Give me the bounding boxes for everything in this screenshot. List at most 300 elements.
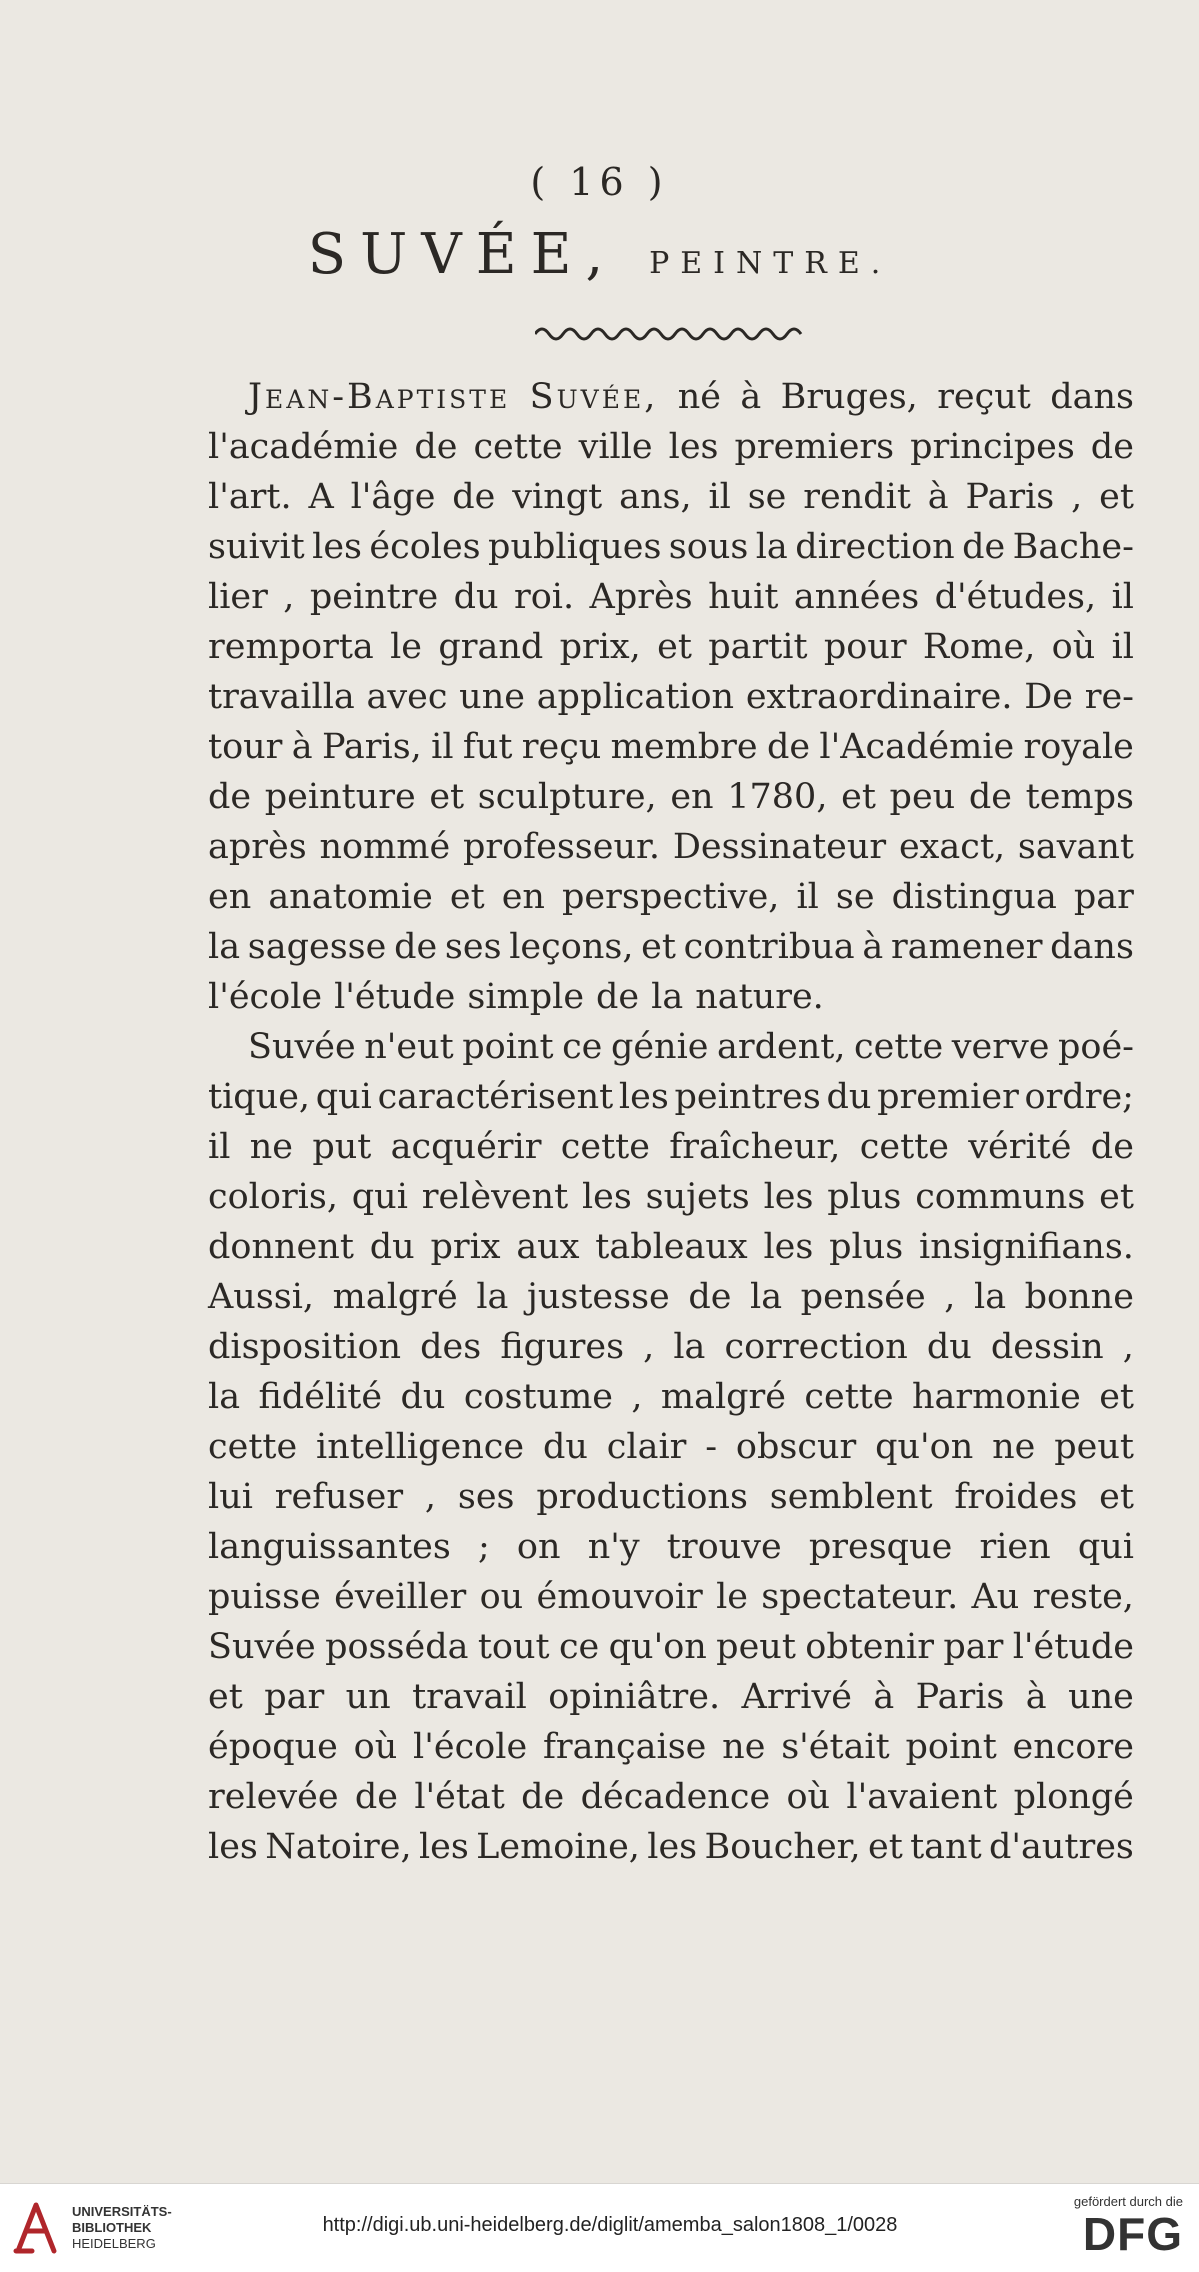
word: obtenir bbox=[805, 1627, 934, 1667]
word: direction bbox=[795, 527, 955, 567]
word: peut bbox=[716, 1627, 796, 1667]
word: ville bbox=[578, 427, 653, 467]
word: nommé bbox=[319, 827, 451, 867]
word: plus bbox=[829, 1227, 904, 1267]
word: application bbox=[536, 677, 735, 717]
word: relèvent bbox=[421, 1177, 569, 1217]
text-line bbox=[208, 1022, 1134, 1072]
word: de bbox=[521, 1777, 565, 1817]
word: publiques bbox=[488, 527, 662, 567]
word: la bbox=[673, 1327, 706, 1367]
word: disposition bbox=[208, 1327, 402, 1367]
word: plus bbox=[827, 1177, 902, 1217]
word: semblent bbox=[769, 1477, 933, 1517]
word: principes bbox=[910, 427, 1075, 467]
word: à bbox=[1025, 1677, 1047, 1717]
word: lui bbox=[208, 1477, 253, 1517]
word: opiniâtre. bbox=[548, 1677, 721, 1717]
text-line bbox=[208, 522, 1134, 572]
text-line bbox=[208, 1122, 1134, 1172]
word: ramener bbox=[890, 927, 1043, 967]
word: pour bbox=[823, 627, 907, 667]
text-line bbox=[208, 1472, 1134, 1522]
word: costume bbox=[463, 1377, 613, 1417]
word: du bbox=[926, 1327, 972, 1367]
word: qui bbox=[351, 1177, 408, 1217]
ornament-divider bbox=[535, 322, 805, 346]
text-line bbox=[208, 672, 1134, 722]
word: Boucher, bbox=[704, 1827, 861, 1867]
word: dans bbox=[1050, 377, 1134, 417]
word: posséda bbox=[325, 1627, 469, 1667]
word: des bbox=[420, 1327, 482, 1367]
word: sagesse bbox=[247, 927, 387, 967]
word: Arrivé bbox=[741, 1677, 852, 1717]
word: et bbox=[657, 627, 692, 667]
word: suivit bbox=[208, 527, 305, 567]
word: ne bbox=[249, 1127, 293, 1167]
text-line bbox=[208, 1672, 1134, 1722]
text-line bbox=[208, 972, 1134, 1022]
word: cette bbox=[473, 427, 563, 467]
word: à bbox=[862, 927, 884, 967]
word: peintres bbox=[674, 1077, 821, 1117]
page-number: ( 16 ) bbox=[530, 160, 669, 204]
word: une bbox=[1068, 1677, 1134, 1717]
sponsor-caption: gefördert durch die bbox=[1073, 2194, 1183, 2209]
text-line bbox=[208, 1772, 1134, 1822]
word: il bbox=[796, 877, 819, 917]
word: , bbox=[643, 1327, 655, 1367]
word: de bbox=[414, 427, 458, 467]
text-line bbox=[208, 472, 1134, 522]
word: se bbox=[835, 877, 875, 917]
word: contribua bbox=[683, 927, 855, 967]
word: en bbox=[208, 877, 252, 917]
library-logo-text bbox=[72, 2204, 172, 2252]
word: distingua bbox=[891, 877, 1057, 917]
word: française bbox=[542, 1727, 707, 1767]
word: les bbox=[418, 1827, 469, 1867]
word: il bbox=[1111, 627, 1134, 667]
word: les bbox=[208, 1827, 258, 1867]
word: tant bbox=[910, 1827, 982, 1867]
word: il bbox=[708, 477, 731, 517]
word: Au bbox=[971, 1577, 1020, 1617]
word: de bbox=[394, 927, 438, 967]
word: ce bbox=[562, 1027, 603, 1067]
word: professeur. bbox=[462, 827, 661, 867]
word: en bbox=[670, 777, 714, 817]
word: par bbox=[1073, 877, 1134, 917]
word: et bbox=[841, 777, 876, 817]
text-line bbox=[208, 1172, 1134, 1222]
text-line bbox=[208, 822, 1134, 872]
word: et bbox=[1099, 1477, 1134, 1517]
text-line bbox=[208, 1072, 1134, 1122]
word: dessin bbox=[990, 1327, 1104, 1367]
word: l'académie bbox=[208, 427, 399, 467]
word: il bbox=[1111, 577, 1134, 617]
word: ses bbox=[444, 927, 502, 967]
word: de bbox=[968, 777, 1012, 817]
word: Paris bbox=[965, 477, 1055, 517]
text-line bbox=[208, 1822, 1134, 1872]
word: la bbox=[208, 927, 241, 967]
word: dans bbox=[1050, 927, 1134, 967]
word: n'y bbox=[587, 1527, 640, 1567]
word: de bbox=[354, 1777, 398, 1817]
word: acquérir bbox=[390, 1127, 542, 1167]
word: reçut bbox=[937, 377, 1031, 417]
logo-line-1: UNIVERSITÄTS- bbox=[72, 2204, 172, 2219]
word: époque bbox=[208, 1727, 338, 1767]
word: ardent, bbox=[717, 1027, 846, 1067]
word: à bbox=[291, 727, 313, 767]
word: d'études, bbox=[934, 577, 1097, 617]
word: Suvée, bbox=[529, 377, 659, 417]
word: re- bbox=[1084, 677, 1134, 717]
word: ce bbox=[558, 1627, 600, 1667]
word: malgré bbox=[332, 1277, 458, 1317]
word: né bbox=[677, 377, 721, 417]
footer-bar bbox=[0, 2183, 1199, 2272]
text-line bbox=[208, 1622, 1134, 1672]
word: qui bbox=[315, 1077, 372, 1117]
word: la bbox=[974, 1277, 1007, 1317]
word: remporta bbox=[208, 627, 374, 667]
dfg-sponsor[interactable] bbox=[1023, 2194, 1183, 2259]
word: du bbox=[400, 1377, 446, 1417]
title-sub: PEINTRE. bbox=[649, 246, 892, 281]
word: sous bbox=[668, 527, 749, 567]
word: par bbox=[943, 1627, 1004, 1667]
text-line bbox=[208, 622, 1134, 672]
word: Suvée bbox=[248, 1027, 356, 1067]
word: donnent bbox=[208, 1227, 354, 1267]
word: Paris bbox=[915, 1677, 1005, 1717]
word: avec bbox=[366, 677, 448, 717]
word: ne bbox=[722, 1727, 766, 1767]
word: où bbox=[353, 1727, 398, 1767]
word: et bbox=[641, 927, 676, 967]
word: génie bbox=[610, 1027, 709, 1067]
text-line bbox=[208, 372, 1134, 422]
word: temps bbox=[1025, 777, 1134, 817]
word: refuser bbox=[274, 1477, 404, 1517]
word: l'école bbox=[208, 977, 323, 1017]
word: de bbox=[1090, 1127, 1134, 1167]
word: pensée bbox=[800, 1277, 926, 1317]
logo-line-3: HEIDELBERG bbox=[72, 2236, 156, 2251]
word: Jean-Baptiste bbox=[248, 377, 511, 417]
word: du bbox=[542, 1427, 588, 1467]
word: communs bbox=[915, 1177, 1086, 1217]
word: la bbox=[476, 1277, 509, 1317]
word: les bbox=[763, 1177, 814, 1217]
page-title bbox=[0, 222, 1199, 287]
word: après bbox=[208, 827, 307, 867]
word: qu'on bbox=[608, 1627, 707, 1667]
word: Natoire, bbox=[265, 1827, 412, 1867]
word: fraîcheur, bbox=[669, 1127, 841, 1167]
word: à bbox=[873, 1677, 895, 1717]
source-url-link[interactable]: http://digi.ub.uni-heidelberg.de/diglit/amemba_salon1808_1/0028 bbox=[322, 2214, 898, 2236]
word: la bbox=[208, 1377, 241, 1417]
word: anatomie bbox=[268, 877, 433, 917]
word: cette bbox=[804, 1377, 894, 1417]
word: Aussi, bbox=[208, 1277, 315, 1317]
word: le bbox=[390, 627, 423, 667]
text-line bbox=[208, 1322, 1134, 1372]
word: émouvoir bbox=[536, 1577, 703, 1617]
word: et bbox=[429, 777, 465, 817]
word: membre bbox=[610, 727, 758, 767]
text-line bbox=[208, 1272, 1134, 1322]
word: de bbox=[766, 727, 811, 767]
word: la bbox=[651, 977, 684, 1017]
text-line bbox=[208, 422, 1134, 472]
word: malgré bbox=[660, 1377, 787, 1417]
word: décadence bbox=[580, 1777, 771, 1817]
word: l'avaient bbox=[846, 1777, 998, 1817]
word: du bbox=[369, 1227, 415, 1267]
university-library-logo[interactable] bbox=[12, 2198, 212, 2258]
word: , bbox=[283, 577, 295, 617]
word: d'autres bbox=[988, 1827, 1134, 1867]
word: premiers bbox=[734, 427, 895, 467]
word: Suvée bbox=[208, 1627, 316, 1667]
word: lier bbox=[208, 577, 268, 617]
word: qui bbox=[1077, 1527, 1134, 1567]
word: fut bbox=[462, 727, 513, 767]
word: l'école bbox=[413, 1727, 528, 1767]
word: point bbox=[462, 1027, 554, 1067]
word: Bache- bbox=[1012, 527, 1134, 567]
word: Bruges, bbox=[780, 377, 918, 417]
word: tour bbox=[208, 727, 283, 767]
word: extraordinaire. bbox=[745, 677, 1013, 717]
word: cette bbox=[208, 1427, 298, 1467]
word: cette bbox=[560, 1127, 650, 1167]
word: exact, bbox=[898, 827, 1006, 867]
word: - bbox=[705, 1427, 718, 1467]
text-line bbox=[208, 1522, 1134, 1572]
word: prix bbox=[430, 1227, 501, 1267]
text-line bbox=[208, 722, 1134, 772]
word: A bbox=[308, 477, 334, 517]
word: grand bbox=[438, 627, 544, 667]
word: les bbox=[312, 527, 362, 567]
word: écoles bbox=[369, 527, 481, 567]
word: puisse bbox=[208, 1577, 321, 1617]
word: à bbox=[740, 377, 762, 417]
word: travailla bbox=[208, 677, 355, 717]
word: point bbox=[905, 1727, 997, 1767]
word: correction bbox=[724, 1327, 908, 1367]
word: productions bbox=[536, 1477, 748, 1517]
word: les bbox=[581, 1177, 632, 1217]
word: clair bbox=[606, 1427, 687, 1467]
word: cette bbox=[854, 1027, 944, 1067]
word: huit bbox=[708, 577, 779, 617]
word: il bbox=[208, 1127, 231, 1167]
word: la bbox=[755, 527, 788, 567]
word: presque bbox=[808, 1527, 953, 1567]
word: aux bbox=[516, 1227, 580, 1267]
word: la bbox=[750, 1277, 783, 1317]
word: froides bbox=[954, 1477, 1078, 1517]
word: où bbox=[786, 1777, 831, 1817]
word: , bbox=[1071, 477, 1083, 517]
text-line bbox=[208, 572, 1134, 622]
word: le bbox=[716, 1577, 748, 1617]
word: l'âge bbox=[350, 477, 436, 517]
title-main: SUVÉE, bbox=[307, 222, 618, 287]
word: plongé bbox=[1013, 1777, 1134, 1817]
word: peintre bbox=[309, 577, 439, 617]
word: peut bbox=[1054, 1427, 1134, 1467]
word: l'étude bbox=[334, 977, 456, 1017]
word: s'était bbox=[781, 1727, 890, 1767]
word: se bbox=[747, 477, 787, 517]
word: Après bbox=[589, 577, 693, 617]
word: l'Académie bbox=[819, 727, 1015, 767]
body-text bbox=[208, 372, 1134, 1872]
word: vingt bbox=[512, 477, 603, 517]
word: , bbox=[424, 1477, 437, 1517]
word: les bbox=[618, 1077, 669, 1117]
word: et bbox=[868, 1827, 903, 1867]
word: de bbox=[962, 527, 1006, 567]
word: encore bbox=[1012, 1727, 1134, 1767]
word: trouve bbox=[666, 1527, 782, 1567]
word: roi. bbox=[514, 577, 575, 617]
text-line bbox=[208, 1572, 1134, 1622]
word: et bbox=[1099, 477, 1134, 517]
word: sujets bbox=[645, 1177, 750, 1217]
word: années bbox=[793, 577, 920, 617]
word: nature. bbox=[695, 977, 824, 1017]
word: les bbox=[763, 1227, 814, 1267]
word: rendit bbox=[803, 477, 911, 517]
word: l'étude bbox=[1012, 1627, 1134, 1667]
word: les bbox=[647, 1827, 698, 1867]
word: par bbox=[264, 1677, 325, 1717]
word: bonne bbox=[1024, 1277, 1134, 1317]
word: tout bbox=[477, 1627, 550, 1667]
word: travail bbox=[412, 1677, 527, 1717]
word: perspective, bbox=[562, 877, 780, 917]
word: insignifians. bbox=[919, 1227, 1134, 1267]
word: et bbox=[449, 877, 485, 917]
word: , bbox=[631, 1377, 643, 1417]
word: intelligence bbox=[316, 1427, 525, 1467]
word: De bbox=[1024, 677, 1073, 717]
word: put bbox=[312, 1127, 372, 1167]
word: peu bbox=[889, 777, 956, 817]
word: obscur bbox=[735, 1427, 857, 1467]
text-line bbox=[208, 922, 1134, 972]
word: Lemoine, bbox=[476, 1827, 640, 1867]
word: Dessinateur bbox=[672, 827, 887, 867]
word: qu'on bbox=[875, 1427, 974, 1467]
word: fidélité bbox=[258, 1377, 383, 1417]
text-line bbox=[208, 1222, 1134, 1272]
word: , bbox=[1122, 1327, 1134, 1367]
word: un bbox=[345, 1677, 391, 1717]
word: ou bbox=[479, 1577, 524, 1617]
word: où bbox=[1051, 627, 1096, 667]
word: ne bbox=[992, 1427, 1036, 1467]
word: figures bbox=[500, 1327, 625, 1367]
word: ses bbox=[457, 1477, 515, 1517]
word: partit bbox=[708, 627, 808, 667]
word: simple bbox=[467, 977, 585, 1017]
word: éveiller bbox=[334, 1577, 467, 1617]
word: de bbox=[1090, 427, 1134, 467]
word: prix, bbox=[559, 627, 641, 667]
word: poé- bbox=[1057, 1027, 1134, 1067]
word: coloris, bbox=[208, 1177, 338, 1217]
dfg-logo-text: DFG bbox=[1082, 2208, 1183, 2260]
word: de bbox=[208, 777, 252, 817]
text-line bbox=[208, 1422, 1134, 1472]
word: ans, bbox=[619, 477, 692, 517]
word: spectateur. bbox=[761, 1577, 959, 1617]
word: l'art. bbox=[208, 477, 292, 517]
word: de bbox=[596, 977, 640, 1017]
word: relevée bbox=[208, 1777, 339, 1817]
word: et bbox=[1099, 1377, 1134, 1417]
word: leçons, bbox=[509, 927, 634, 967]
word: tique, bbox=[208, 1077, 311, 1117]
word: ; bbox=[477, 1527, 490, 1567]
word: une bbox=[459, 677, 525, 717]
word: , bbox=[944, 1277, 956, 1317]
word: tableaux bbox=[595, 1227, 748, 1267]
word: harmonie bbox=[911, 1377, 1081, 1417]
word: à bbox=[927, 477, 949, 517]
word: verve bbox=[951, 1027, 1050, 1067]
word: du bbox=[826, 1077, 872, 1117]
word: 1780, bbox=[727, 777, 828, 817]
word: et bbox=[208, 1677, 243, 1717]
word: l'état bbox=[414, 1777, 505, 1817]
word: rien bbox=[979, 1527, 1051, 1567]
text-line bbox=[208, 1722, 1134, 1772]
word: reste, bbox=[1032, 1577, 1134, 1617]
word: languissantes bbox=[208, 1527, 451, 1567]
word: justesse bbox=[526, 1277, 670, 1317]
word: caractérisent bbox=[377, 1077, 614, 1117]
text-line bbox=[208, 872, 1134, 922]
library-logo-icon bbox=[12, 2199, 60, 2257]
word: de bbox=[452, 477, 496, 517]
word: royale bbox=[1023, 727, 1134, 767]
word: de bbox=[688, 1277, 732, 1317]
word: on bbox=[516, 1527, 561, 1567]
word: il bbox=[431, 727, 454, 767]
word: Rome, bbox=[922, 627, 1036, 667]
text-line bbox=[208, 772, 1134, 822]
word: ordre; bbox=[1024, 1077, 1134, 1117]
word: et bbox=[1099, 1177, 1134, 1217]
word: reçu bbox=[521, 727, 602, 767]
word: sculpture, bbox=[477, 777, 657, 817]
word: en bbox=[501, 877, 545, 917]
word: vérité bbox=[968, 1127, 1072, 1167]
